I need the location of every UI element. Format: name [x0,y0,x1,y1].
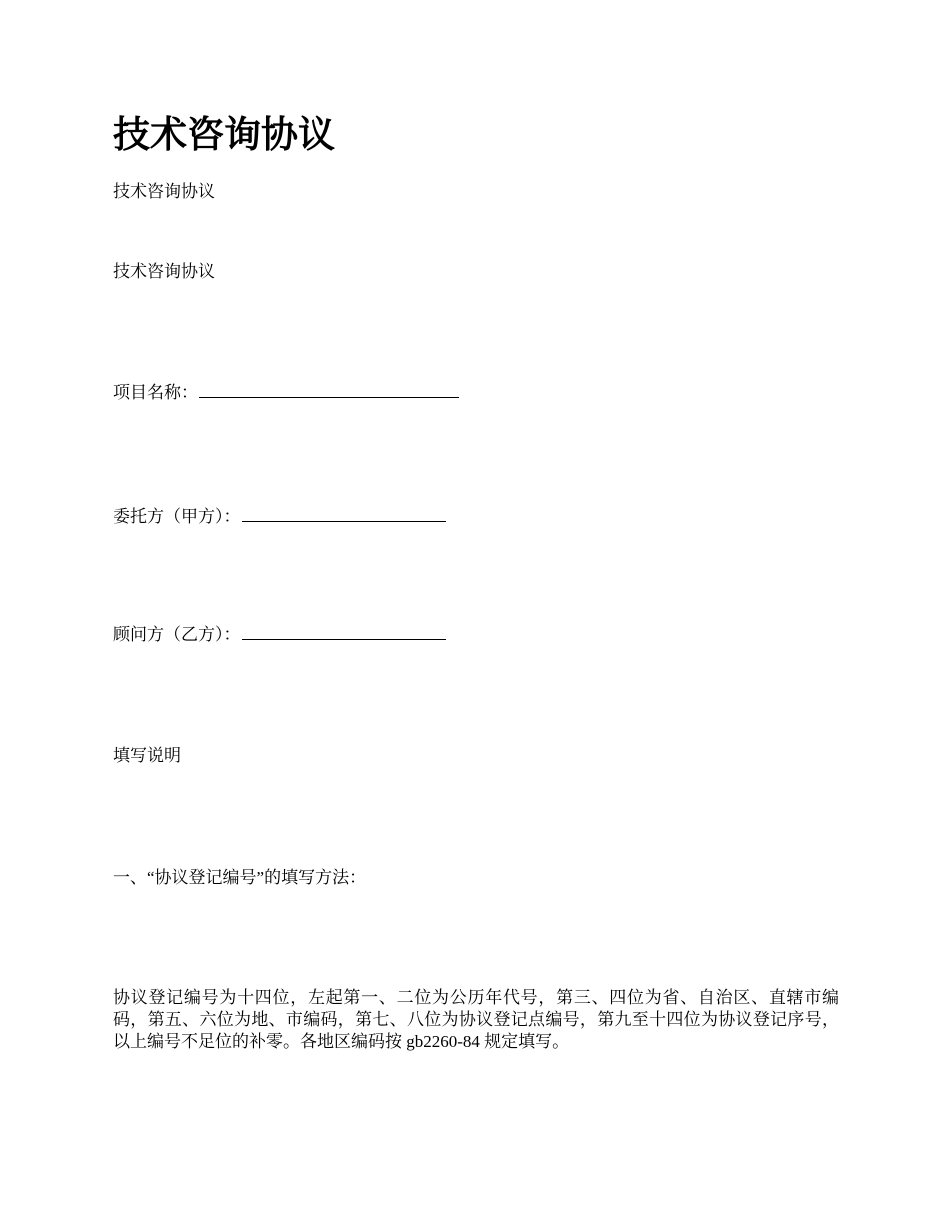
consultant-party-blank[interactable] [242,625,446,640]
subtitle-line-1: 技术咨询协议 [113,182,215,201]
subtitle-line-2: 技术咨询协议 [113,262,215,281]
project-name-blank[interactable] [199,383,459,398]
client-party-blank[interactable] [242,507,446,522]
consultant-party-label: 顾问方（乙方）： [113,625,241,644]
client-party-field [113,505,446,529]
project-name-field [113,381,459,405]
project-name-label: 项目名称： [113,383,198,402]
consultant-party-field [113,623,446,647]
document-title: 技术咨询协议 [113,115,335,156]
section-heading: 填写说明 [113,746,181,765]
item-1-paragraph: 协议登记编号为十四位，左起第一、二位为公历年代号，第三、四位为省、自治区、直辖市编码，第五、六位为地、市编码，第七、八位为协议登记点编号，第九至十四位为协议登记序号，以上编号不足位的补零。各地区编码按 gb2260-84 规定填写。 [113,988,839,1051]
client-party-label: 委托方（甲方）： [113,507,241,526]
item-1-heading: 一、“协议登记编号”的填写方法： [113,868,367,887]
